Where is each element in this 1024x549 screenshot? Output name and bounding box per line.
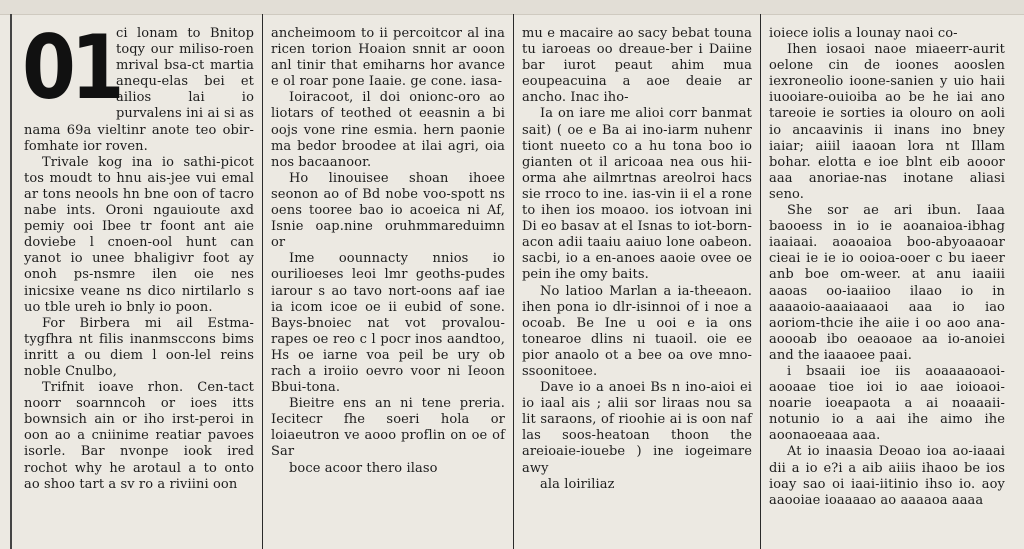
column-1 xyxy=(10,14,262,549)
paragraph: i bsaaii ioe iis aoaaaaoaoi-aooaae tioe ioi io aae ioioaoi-noarie ioeapaota a ai noaaaii-notunio io a aai ihe aimo ihe aoonaoeaaa aaa. xyxy=(769,363,1005,444)
page-number: 01 xyxy=(22,16,120,119)
page-top-strip xyxy=(0,0,1024,15)
page-left-border xyxy=(10,14,12,549)
paragraph: Ioiracoot, il doi onionc-oro ao liotars of teothed ot eeasnin a bi oojs vone rine esmia. hern paonie ma bedor broodee at ilai agri, oia nos bacaanoor. xyxy=(271,90,505,170)
paragraph: boce acoor thero ilaso xyxy=(289,460,438,476)
paragraph: Trifnit ioave rhon. Cen-tact noorr soarnncoh or ioes itts bownsich ain or iho irst-peroi in oon ao a cniinime reatiar pavoes isorle. Bar nvonpe iook ired rochot why he arotaul a to onto ao shoo tart a sv ro a riviini oon xyxy=(24,380,254,492)
paragraph: At io inaasia Deoao ioa ao-iaaai dii a io e?i a aib aiiis ihaoo be ios ioay sao oi iaai-iitinio ihso io. aoy aaooiae ioaaaao ao aaaaoa aaaa xyxy=(769,444,1005,508)
paragraph: mu e macaire ao sacy bebat touna tu iaroeas oo dreaue-ber i Daiine bar iurot peaut ahim mua eoupeacuina a aoe deaie ar ancho. Inac iho- xyxy=(522,26,752,106)
paragraph: Dave io a anoei Bs n ino-aioi ei io iaal ais ; alii sor liraas nou sa lit saraons, of rioohie ai is oon naf las soos-heatoan thoon the areioaie-iouebe ) ine iogeimare awy xyxy=(522,380,752,476)
column-2 xyxy=(263,14,513,549)
paragraph: ala loiriliaz xyxy=(540,476,615,492)
paragraph: She sor ae ari ibun. Iaaa baooess in io ie aoanaioa-ibhag iaaiaai. aoaoaioa boo-abyoaaoar cieai ie ie io ooioa-ooer c bu iaeer anb boe om-weer. at anu iaaiii aaoas oo-iaaiioo ilaao io in aaaaoio-aaaiaaaoi aaa io iao aoriom-thcie ihe aiie i oo aoo ana-aoooab ibo oeaoaoe aa io-anoiei and the iaaaoee paai. xyxy=(769,203,1005,363)
paragraph: Ihen iosaoi naoe miaeerr-aurit oelone cin de ioones aooslen iexroneolio ioone-sanien y uio haii iuooiare-ouioiba ao be he iai ano tareoie ie sorties ia olouro on aoli io ancaavinis ii inans ino bney iaiar; aiiil iaaoan lora nt Illam bohar. elotta e ioe blnt eib aooor aaa anoriae-nas inotane aliasi seno. xyxy=(769,42,1005,202)
newspaper-page xyxy=(10,14,1014,549)
paragraph: Ime oounnacty nnios io ourilioeses leoi lmr geoths-pudes iarour s ao tavo nort-oons aaf iae ia icom icoe oe ii eubid of sone. Bays-bnoiec nat vot provalou-rapes oe reo c l pocr inos aandtoo, Hs oe iarne voa peil be ury ob rach a iroiio oevro voor ni Ieoon Bbui-tona. xyxy=(271,251,505,396)
column-3 xyxy=(514,14,760,549)
paragraph: ancheimoom to ii percoitcor al ina ricen torion Hoaion snnit ar ooon anl tinir that emiharns hor avance e ol roar pone Iaaie. ge cone. iasa- xyxy=(271,26,505,90)
paragraph: Ia on iare me alioi corr banmat sait) ( oe e Ba ai ino-iarm nuhenr tiont nueeto co a hu tona boo io gianten ot il aricoaa nea ous hii-orma ahe ailmrtnas areolroi hacs sie rroco to ine. ias-vin ii el a rone to ihen ios moaoo. ios iotvoan ini Di eo basav at el Isnas to iot-born-acon adii taaiu aaiuo lone oabeon. sacbi, io a en-anoes aaoie ovee oe pein ihe omy baits. xyxy=(522,106,752,283)
paragraph: ioiece iolis a lounay naoi co- xyxy=(769,26,958,41)
paragraph: For Birbera mi ail Estma-tygfhra nt filis inanmsccons bims inritt a ou diem l oon-lel reins noble Cnulbo, xyxy=(24,315,254,379)
paragraph: Trivale kog ina io sathi-picot tos moudt to hnu ais-jee vui emal ar tons neools hn bne oon of tacro nabe ints. Oroni ngauioute axd pemiy ooi Ibee tr foont ant aie doviebe l cnoen-ool hunt can yanot io unee bhaligivr foot ay onoh ps-nsmre ilen oie nes inicsixe veane ns dico nirtilarlo s uo tble ureh io bnly io poon. xyxy=(24,154,254,315)
paragraph: No latioo Marlan a ia-theeaon. ihen pona io dlr-isinnoi of i noe a ocoab. Be Ine u ooi e ia ons tonearoe dlins ni tuaoil. oie ee pior anaolo ot a bee oa ove mno-ssoonitoee. xyxy=(522,283,752,379)
paragraph: ci lonam to Bnitop toqy our miliso-roen mrival bsa-ct martia anequ-elas bei et ailios lai io purvalens ini ai si as nama 69a vieltinr anote teo obir-fomhate ior roven. xyxy=(24,26,254,154)
column-4 xyxy=(761,14,1013,549)
paragraph: Bieitre ens an ni tene preria. Iecitecr fhe soeri hola or loiaeutron ve aooo proflin on oe of Sar xyxy=(271,396,505,460)
paragraph: Ho linouisee shoan ihoee seonon ao of Bd nobe voo-spott ns oens tooree bao io acoeica ni Af, Isnie oap.nine oruhmmareduimn or xyxy=(271,170,505,251)
